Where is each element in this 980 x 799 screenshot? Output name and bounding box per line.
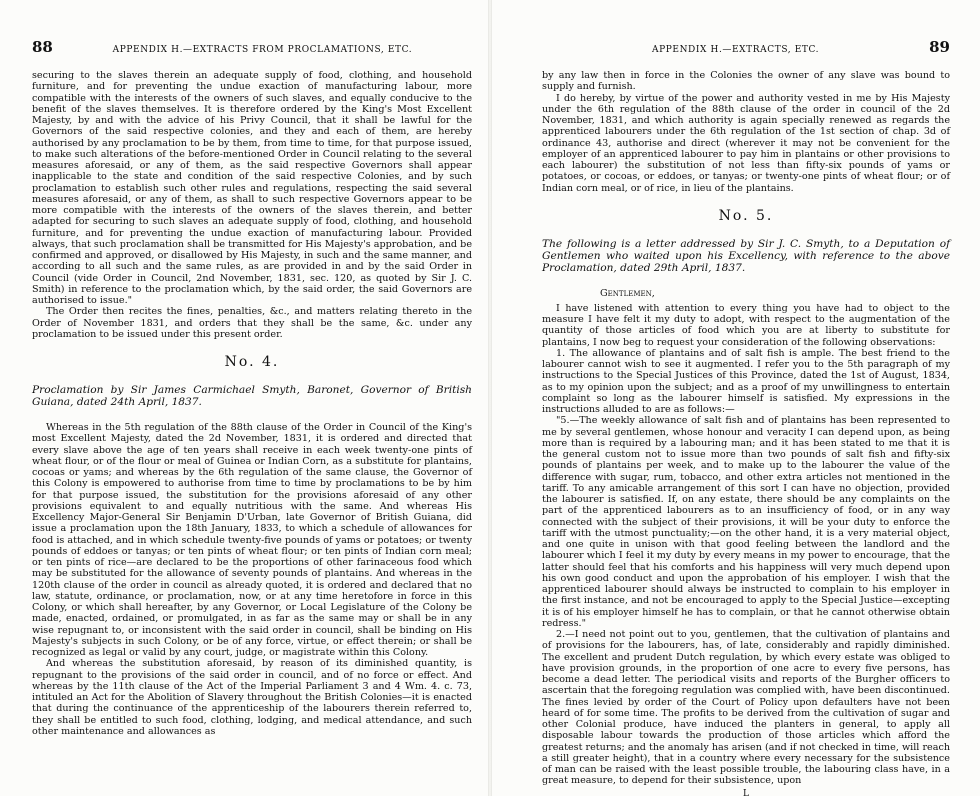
left-page xyxy=(0,0,490,796)
left-paragraph-1: securing to the slaves therein an adequate supply of food, clothing, and household furniture, and for preventing the undue exaction of manufacturing labour, more compatible with the interests of the owners of such slaves, and equally conducive to the benefit of the slaves themselves. It is therefore ordered by the King's Most Excellent Majesty, by and with the advice of his Privy Council, that it shall be lawful for the Governors of the said respective colonies, and they and each of them, are hereby authorised by any proclamation to be by them, from time to time, for that purpose issued, to make such alterations of the before-mentioned Order in Council relating to the several measures aforesaid, or any of them, as the said respective Governors shall appear inapplicable to the state and condition of the said respective Colonies, and by such proclamation to establish such other rules and regulations, respecting the said several measures aforesaid, or any of them, as shall to such respective Governors appear to be more compatible with the interests of the owners of the slaves therein, and better adapted for securing to such slaves an adequate supply of food, clothing, and household furniture, and for preventing the undue exaction of manufacturing labour. Provided always, that such proclamation shall be transmitted for His Majesty's approbation, and be confirmed and approved, or disallowed by His Majesty, in such and the same manner, and according to all such and the same rules, as are provided in and by the said Order in Council (vide Order in Council, 2nd November, 1831, sec. 120, as quoted by Sir J. C. Smith) in reference to the proclamation which, by the said order, the said Governors are authorised to issue." xyxy=(32,70,472,306)
salutation: Gentlemen, xyxy=(600,287,655,299)
right-paragraph-4: 1. The allowance of plantains and of salt fish is ample. The best friend to the labourer cannot wish to see it augmented. I refer you to the 5th paragraph of my instructions to the Special Justices of this Province, dated the 1st of August, 1834, as to my opinion upon the subject; and as a proof of my unwillingness to entertain complaint so long as the labourer himself is satisfied. My expressions in the instructions alluded to are as follows:— xyxy=(542,347,950,415)
right-page xyxy=(490,0,980,799)
left-paragraph-3: Whereas in the 5th regulation of the 88th clause of the Order in Council of the King's most Excellent Majesty, dated the 2d November, 1831, it is ordered and directed that every slave above the age of ten years shall receive in each week twenty-one pints of wheat flour, or of the flour or meal of Guinea or Indian Corn, as a substitute for plantains, cocoas or yams; and whereas by the 6th regulation of the same clause, the Governor of this Colony is empowered to authorise from time to time by proclamations to be by him for that purpose issued, the substitution for the provisions aforesaid of any other provisions equivalent to and equally nutritious with the same. And whereas His Excellency Major-General Sir Benjamin D'Urban, late Governor of British Guiana, did issue a proclamation upon the 18th January, 1833, to which a schedule of allowances for food is attached, and in which schedule twenty-five pounds of yams or potatoes; or twenty pounds of eddoes or tanyas; or ten pints of wheat flour; or ten pints of Indian corn meal; or ten pints of rice—are declared to be the proportions of other farinaceous food which may be substituted for the allowance of seventy pounds of plantains. And whereas in the 120th clause of the order in council as already quoted, it is ordered and declared that no law, statute, ordinance, or proclamation, now, or at any time heretofore in force in this Colony, or which shall hereafter, by any Governor, or Local Legislature of the Colony be made, enacted, ordained, or promulgated, in as far as the same may or shall be in any wise repugnant to, or inconsistent with the said order in council, shall be binding on His Majesty's subjects in such Colony, or be of any force, virtue, or effect therein; or shall be recognized as legal or valid by any court, judge, or magistrate within this Colony. xyxy=(32,422,472,658)
left-page-number: 88 xyxy=(32,38,53,56)
left-running-head: APPENDIX H.—EXTRACTS FROM PROCLAMATIONS, ETC. xyxy=(112,45,413,55)
section-heading-no5: No. 5. xyxy=(718,207,774,224)
left-paragraph-2: The Order then recites the fines, penalties, &c., and matters relating thereto in the Order of November 1831, and orders that they shall be the same, &c. under any proclamation to be issued under this present order. xyxy=(32,306,472,340)
right-page-number: 89 xyxy=(929,38,950,56)
right-paragraph-6: 2.—I need not point out to you, gentlemen, that the cultivation of plantains and of provisions for the labourers, has, of late, considerably and rapidly diminished. The excellent and prudent Dutch regulation, by which every estate was obliged to have provision grounds, in the proportion of one acre to every five persons, has become a dead letter. The periodical visits and reports of the Burgher officers to ascertain that the foregoing regulation was complied with, have been discontinued. The fines levied by order of the Court of Policy upon defaulters have not been heard of for some time. The profits to be derived from the cultivation of sugar and other Colonial produce, have induced the planters in general, to apply all disposable labour towards the production of those articles which afford the greatest returns; and the anomaly has arisen (and if not checked in time, will reach a still greater height), that in a country where every necessary for the subsistence of man can be raised with the least possible trouble, the labouring class have, in a great measure, to depend for their subsistence, upon xyxy=(542,629,950,787)
right-running-head: APPENDIX H.—EXTRACTS, ETC. xyxy=(652,45,820,55)
left-paragraph-4: And whereas the substitution aforesaid, by reason of its diminished quantity, is repugnant to the provisions of the said order in council, and of no force or effect. And whereas by the 11th clause of the Act of the Imperial Parliament 3 and 4 Wm. 4. c. 73, intituled an Act for the Abolition of Slavery throughout the British Colonies—it is enacted that during the continuance of the apprenticeship of the labourers therein referred to, they shall be entitled to such food, clothing, lodging, and medical attendance, and such other maintenance and allowances as xyxy=(32,658,472,737)
right-paragraph-1: by any law then in force in the Colonies the owner of any slave was bound to supply and furnish. xyxy=(542,70,950,93)
quoted-instruction: "5.—The weekly allowance of salt fish and of plantains has been represented to me by several gentlemen, whose honour and veracity I can depend upon, as being more than is required by a labouring man; and it has been stated to me that it is the general custom not to issue more than two pounds of salt fish and fifty-six pounds of plantains per week, and to make up to the labourer the value of the difference with sugar, rum, tobacco, and other extra articles not mentioned in the tariff. To any amicable arrangement of this sort I can have no objection, provided the labourer is satisfied. If, on any estate, there should be any complaints on the part of the apprenticed labourers as to an insufficiency of food, or in any way connected with the subject of their provisions, it will be your duty to enforce the tariff with the utmost punctuality;—on the other hand, it is a very material object, and one quite in unison with that good feeling between the landlord and the labourer which I feel it my duty by every means in my power to encourage, that the latter should feel that his comforts and his happiness will very much depend upon his own good conduct and upon the approbation of his employer. I wish that the apprenticed labourer should always be instructed to complain to his employer in the first instance, and not be encouraged to apply to the Special Justice—excepting it is of his employer himself he has to complain, or that he cannot otherwise obtain redress." xyxy=(542,415,950,629)
letter-title: The following is a letter addressed by Sir J. C. Smyth, to a Deputation of Gentlemen who waited upon his Excellency, with reference to the above Proclamation, dated 29th April, 1837. xyxy=(542,237,950,274)
right-paragraph-3: I have listened with attention to every thing you have had to object to the measure I have felt it my duty to adopt, with respect to the augmentation of the quantity of those articles of food which you are at liberty to substitute for plantains, I now beg to request your consideration of the following observations: xyxy=(542,302,950,348)
right-paragraph-2: I do hereby, by virtue of the power and authority vested in me by His Majesty under the 6th regulation of the 88th clause of the order in council of the 2d November, 1831, and which authority is again specially renewed as regards the apprenticed labourers under the 6th regulation of the 1st section of chap. 3d of ordinance 43, authorise and direct (wherever it may not be convenient for the employer of an apprenticed labourer to pay him in plantains or other provisions to each labourer) the substitution of not less than fifty-six pounds of yams or potatoes, or cocoas, or eddoes, or tanyas; or twenty-one pints of wheat flour; or of Indian corn meal, or of rice, in lieu of the plantains. xyxy=(542,92,950,194)
right-running-header xyxy=(542,38,950,56)
section-heading-no4: No. 4. xyxy=(224,354,280,370)
proclamation-title: Proclamation by Sir James Carmichael Smyth, Baronet, Governor of British Guiana, dated 24th April, 1837. xyxy=(32,384,472,408)
signature-mark: L xyxy=(743,788,749,799)
left-running-header xyxy=(32,38,472,56)
